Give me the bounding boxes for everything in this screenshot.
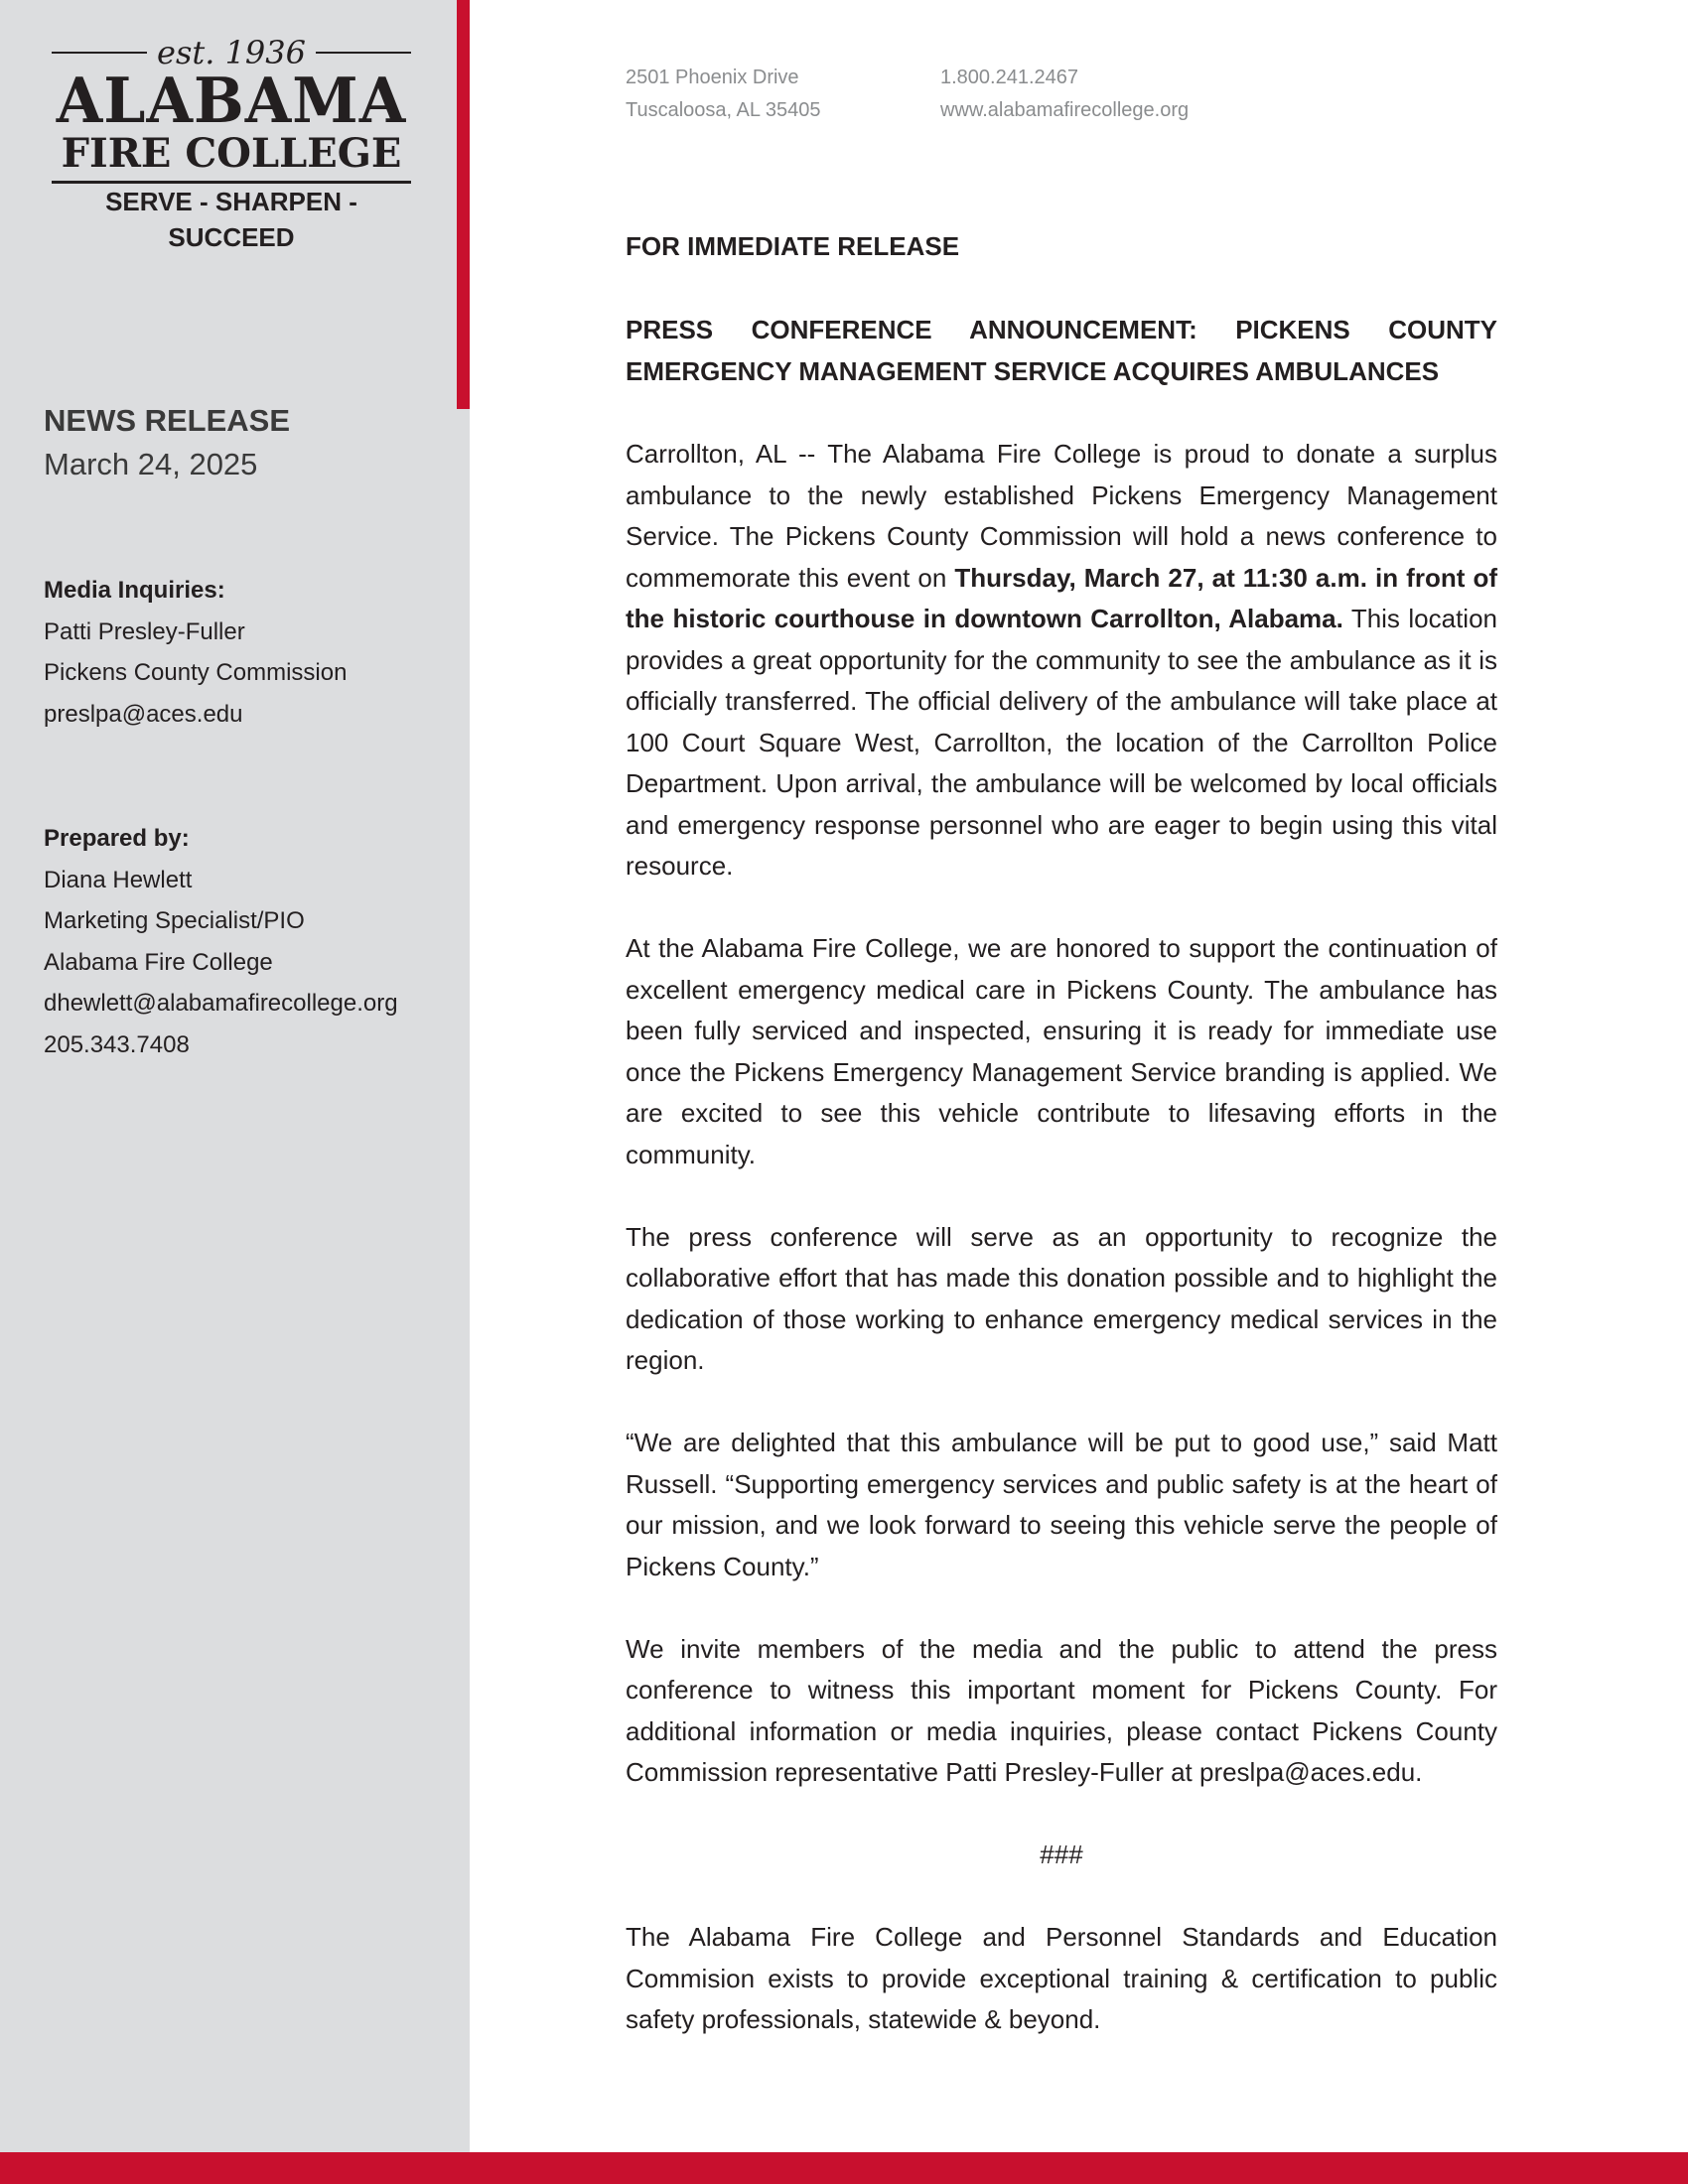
prepared-by	[44, 818, 398, 1065]
college-logo	[52, 32, 411, 255]
boilerplate: The Alabama Fire College and Personnel Standards and Education Commision exists to provide exceptional training & certification to public safety professionals, statewide & beyond.	[626, 1922, 1497, 2034]
website-link[interactable]: www.alabamafirecollege.org	[940, 99, 1190, 121]
paragraph-3: The press conference will serve as an opportunity to recognize the collaborative effort that has made this donation possible and to highlight the dedication of those working to enhance emergency medical services in the region.	[626, 1221, 1497, 1375]
paragraph-5: We invite members of the media and the public to attend the press conference to witness this important moment for Pickens County. For additional information or media inquiries, please contact Pickens County Commission representative Patti Presley-Fuller at preslpa@aces.edu.	[626, 1633, 1497, 1787]
red-accent-bar	[457, 0, 470, 409]
media-contact-email[interactable]: preslpa@aces.edu	[44, 700, 243, 728]
address-block	[626, 62, 820, 127]
end-mark: ###	[1040, 1840, 1083, 1869]
logo-tagline: SERVE - SHARPEN - SUCCEED	[105, 187, 357, 252]
contact-block	[940, 62, 1189, 127]
media-inquiries	[44, 570, 347, 735]
logo-rule-right	[316, 52, 411, 54]
logo-rule-left	[52, 52, 147, 54]
paragraph-1-end: This location provides a great opportunity for the community to see the ambulance as it is officially transferred. The official delivery of the ambulance will take place at 100 Court Square West, Carrollton, the location of the Carrollton Police Department. Upon arrival, the ambulance will be welcomed by local officials and emergency response personnel who are eager to begin using this vital resource.	[626, 604, 1497, 881]
paragraph-1-start: Carrollton, AL -- The Alabama Fire College is proud to donate a surplus ambulance to the newly established Pickens Emergency Management Service. The Pickens County Commission will hold a news conference to commemorate this event on	[626, 439, 1497, 593]
prepared-org: Alabama Fire College	[44, 948, 273, 976]
media-heading: Media Inquiries:	[44, 577, 225, 604]
release-body	[626, 434, 1497, 2082]
footer-bar	[0, 2152, 1688, 2184]
paragraph-2: At the Alabama Fire College, we are honored to support the continuation of excellent emergency medical care in Pickens County. The ambulance has been fully serviced and inspected, ensuring it is ready for immediate use once the Pickens Emergency Management Service branding is applied. We are excited to see this vehicle contribute to lifesaving efforts in the community.	[626, 933, 1497, 1169]
paragraph-4: “We are delighted that this ambulance will be put to good use,” said Matt Russell. “Supporting emergency services and public safety is at the heart of our mission, and we look forward to seeing this vehicle serve the people of Pickens County.”	[626, 1428, 1497, 1581]
media-contact-name: Patti Presley-Fuller	[44, 617, 245, 645]
release-date: March 24, 2025	[44, 447, 258, 481]
news-release-title: NEWS RELEASE	[44, 403, 291, 438]
event-details: Thursday, March 27, at 11:30 a.m. in front of the historic courthouse in downtown Carrollton, Alabama.	[626, 562, 1497, 633]
prepared-title: Marketing Specialist/PIO	[44, 907, 305, 934]
immediate-release-label: FOR IMMEDIATE RELEASE	[626, 231, 960, 261]
logo-est-text: est. 1936	[157, 34, 306, 71]
prepared-name: Diana Hewlett	[44, 866, 193, 893]
prepared-phone: 205.343.7408	[44, 1030, 190, 1058]
address-street: 2501 Phoenix Drive	[626, 67, 799, 88]
address-city: Tuscaloosa, AL 35405	[626, 99, 821, 121]
phone-number: 1.800.241.2467	[940, 67, 1079, 88]
headline: PRESS CONFERENCE ANNOUNCEMENT: PICKENS COUNTY EMERGENCY MANAGEMENT SERVICE ACQUIRES AMBULANCES	[626, 315, 1497, 386]
paragraph-1	[626, 434, 1497, 887]
prepared-email[interactable]: dhewlett@alabamafirecollege.org	[44, 990, 398, 1017]
logo-alabama: ALABAMA	[56, 65, 407, 138]
prepared-heading: Prepared by:	[44, 825, 190, 852]
media-contact-org: Pickens County Commission	[44, 659, 348, 686]
sidebar-panel	[0, 0, 470, 2152]
logo-fire-college: FIRE COLLEGE	[52, 129, 411, 184]
